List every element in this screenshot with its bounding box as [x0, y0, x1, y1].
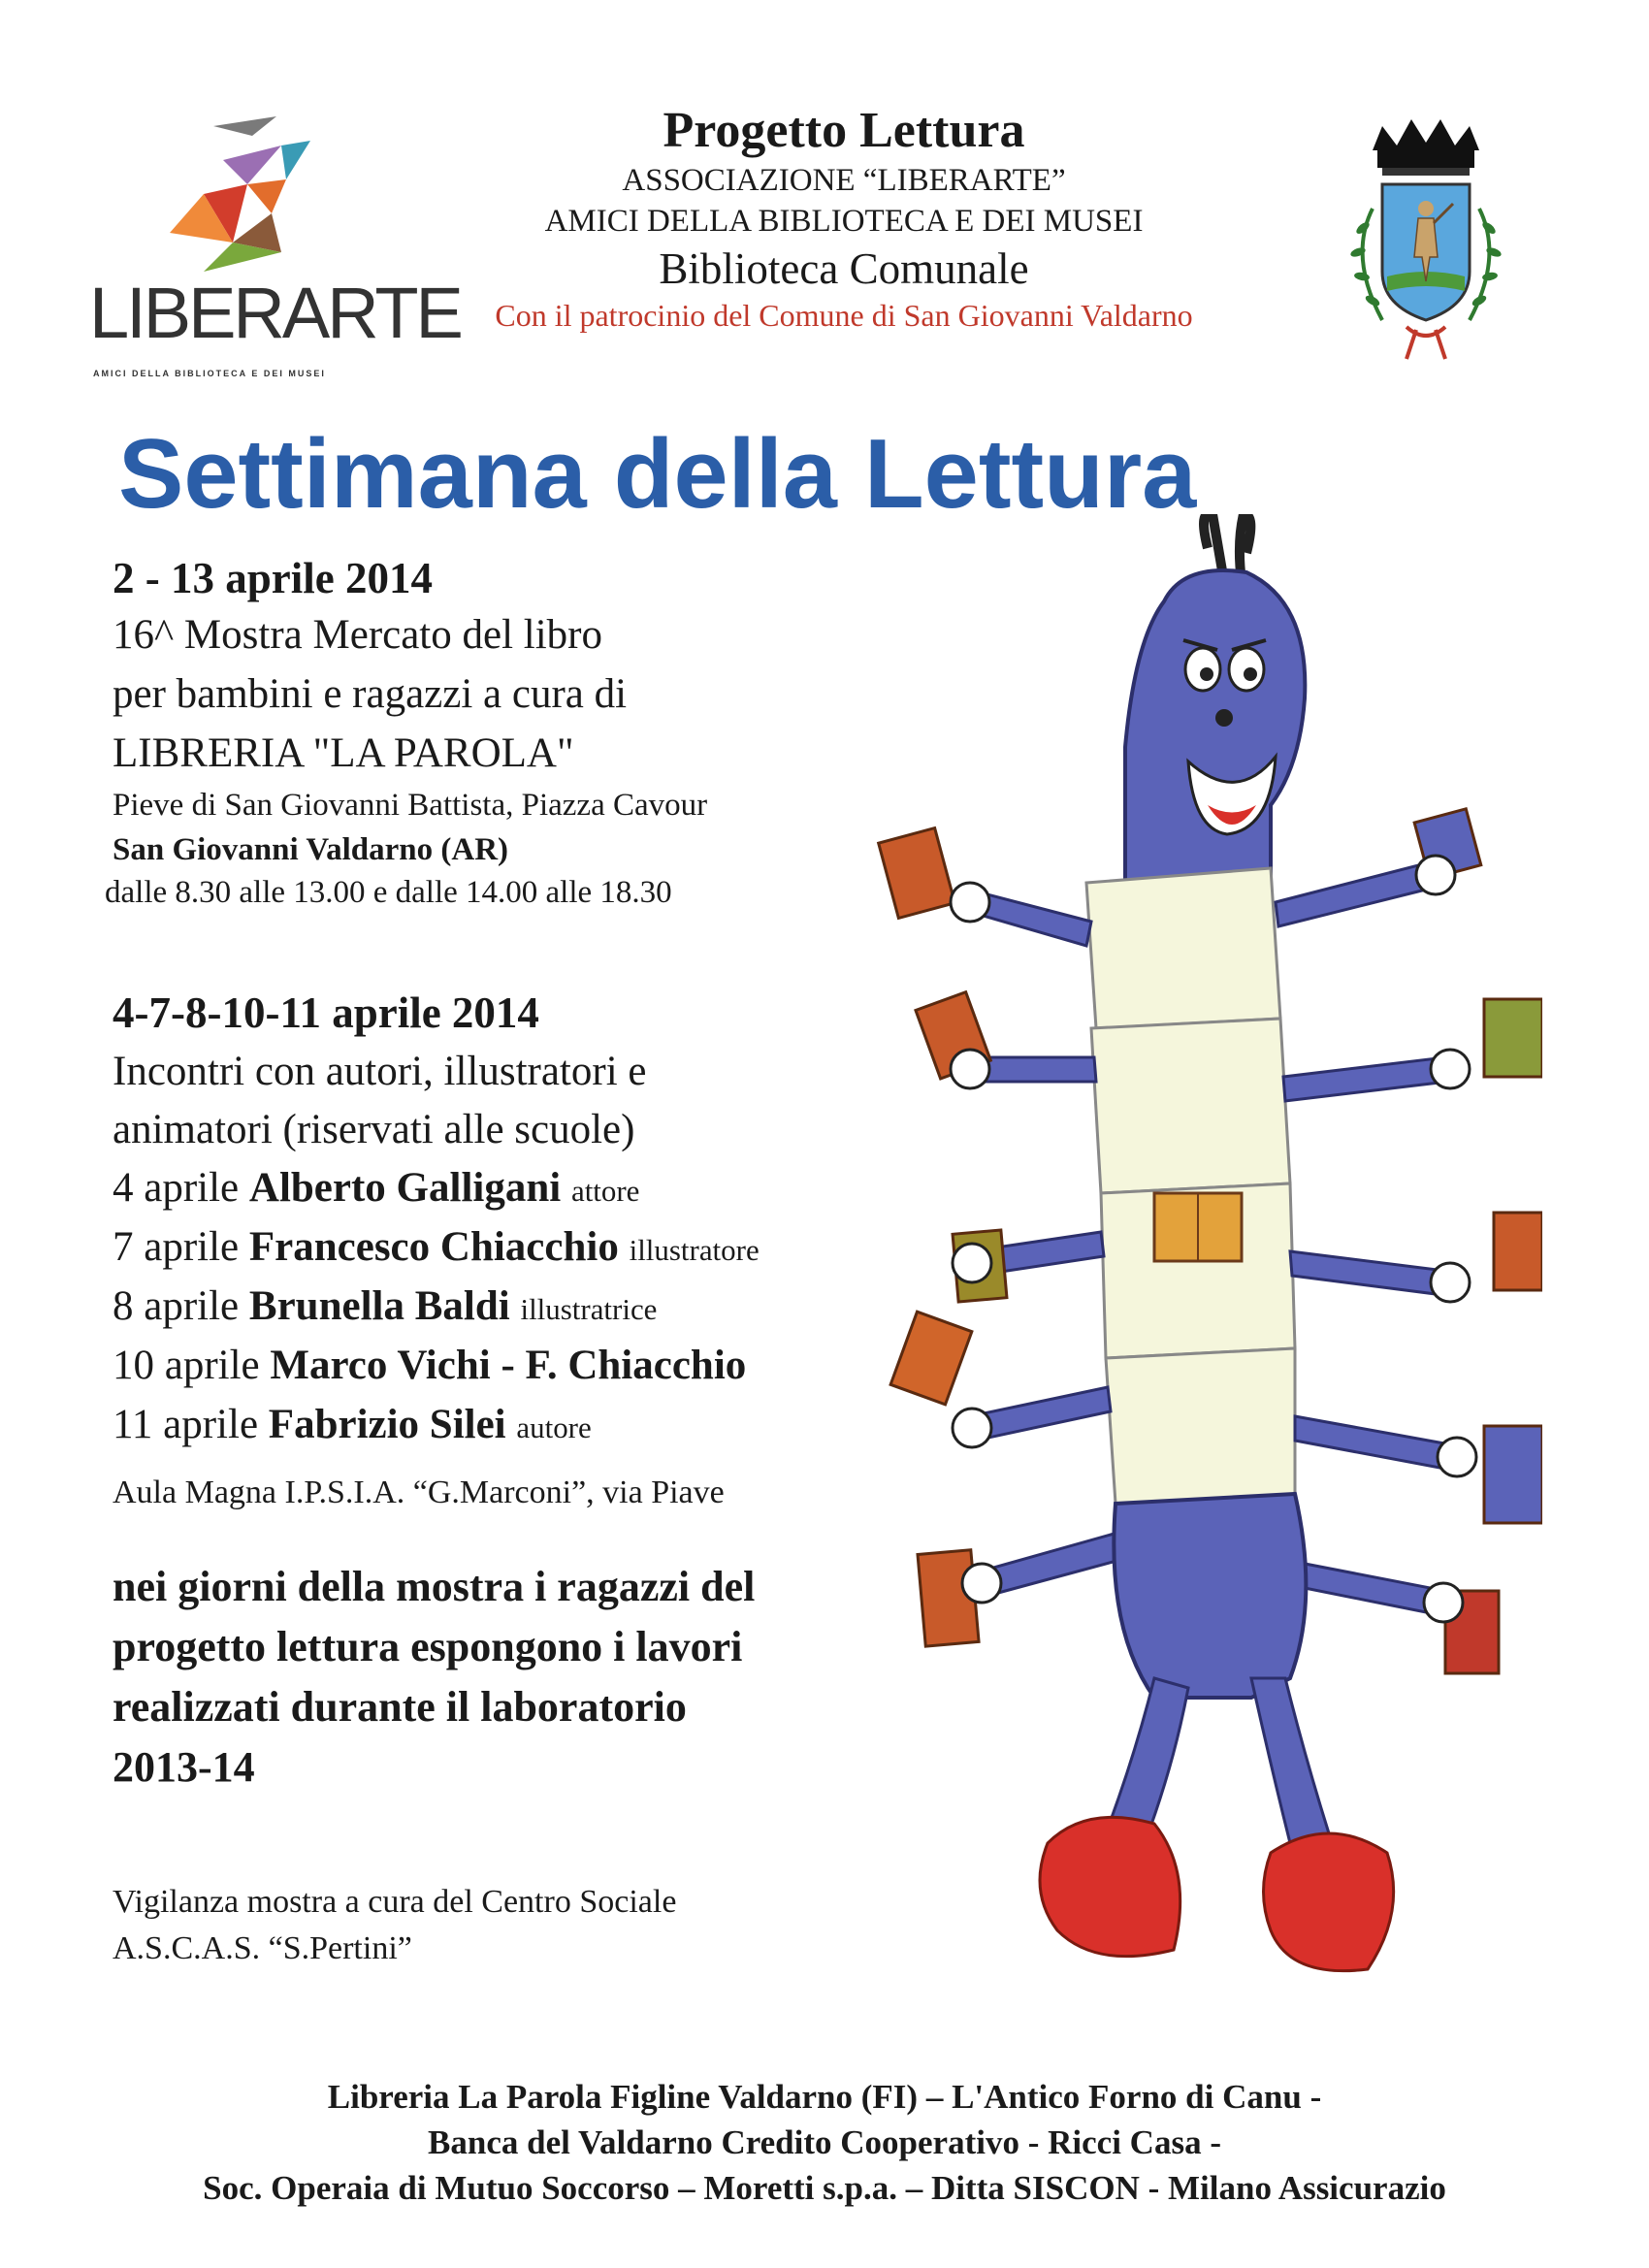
sponsors-footer — [97, 2074, 1552, 2211]
event-role: autore — [516, 1410, 592, 1444]
section1-line2: per bambini e ragazzi a cura di — [113, 671, 628, 717]
event-day: 4 aprile — [113, 1165, 240, 1211]
section1-city: San Giovanni Valdarno (AR) — [113, 832, 509, 867]
event-name: Francesco Chiacchio — [248, 1224, 619, 1270]
event-role: attore — [570, 1174, 640, 1208]
section2-dates: 4-7-8-10-11 aprile 2014 — [113, 988, 539, 1037]
event-day: 7 aprile — [113, 1224, 240, 1270]
section3-line2: progetto lettura espongono i lavori — [113, 1623, 743, 1670]
bookworm-mascot-icon — [863, 514, 1542, 2008]
section3-line1: nei giorni della mostra i ragazzi del — [113, 1563, 756, 1610]
section2-venue: Aula Magna I.P.S.I.A. “G.Marconi”, via Piave — [113, 1474, 725, 1510]
vigilanza-line1: Vigilanza mostra a cura del Centro Sociale — [113, 1884, 677, 1920]
event-role: illustratrice — [520, 1292, 658, 1326]
section2-line1: Incontri con autori, illustratori e — [113, 1049, 647, 1094]
header — [407, 102, 1280, 335]
header-library: Biblioteca Comunale — [659, 244, 1029, 293]
header-patronage: Con il patrocinio del Comune di San Giovanni Valdarno — [495, 298, 1193, 333]
section1-venue: Pieve di San Giovanni Battista, Piazza Cavour — [113, 788, 708, 823]
section3-line4: 2013-14 — [113, 1743, 255, 1791]
main-title: Settimana della Lettura — [118, 420, 1197, 529]
logo-tagline: AMICI DELLA BIBLIOTECA E DEI MUSEI — [93, 369, 326, 378]
event-day: 11 aprile — [113, 1402, 259, 1447]
logo-wordmark: LIBERARTE — [89, 273, 461, 353]
event-row — [113, 1401, 592, 1448]
header-association: ASSOCIAZIONE “LIBERARTE” — [622, 163, 1066, 198]
header-friends: AMICI DELLA BIBLIOTECA E DEI MUSEI — [544, 204, 1144, 239]
event-name: Brunella Baldi — [248, 1283, 510, 1329]
sponsors-line1: Libreria La Parola Figline Valdarno (FI) – L'Antico Forno di Canu - — [327, 2078, 1322, 2116]
event-name: Alberto Galligani — [248, 1165, 562, 1211]
sponsors-line3: Soc. Operaia di Mutuo Soccorso – Moretti s.p.a. – Ditta SISCON - Milano Assicurazio — [203, 2169, 1446, 2207]
event-row — [113, 1164, 639, 1212]
header-title: Progetto Lettura — [663, 103, 1025, 158]
section1-hours: dalle 8.30 alle 13.00 e dalle 14.00 alle 18.30 — [105, 875, 672, 910]
section2-line2: animatori (riservati alle scuole) — [113, 1107, 635, 1152]
event-row — [113, 1223, 760, 1271]
event-day: 10 aprile — [113, 1343, 260, 1388]
section1-line3: LIBRERIA "LA PAROLA" — [113, 730, 574, 776]
event-row — [113, 1342, 746, 1389]
section3-line3: realizzati durante il laboratorio — [113, 1683, 687, 1731]
section1-line1: 16^ Mostra Mercato del libro — [113, 612, 602, 658]
vigilanza-line2: A.S.C.A.S. “S.Pertini” — [113, 1930, 412, 1966]
event-row — [113, 1282, 657, 1330]
event-name: Fabrizio Silei — [268, 1402, 506, 1447]
event-name: Marco Vichi - F. Chiacchio — [270, 1343, 747, 1388]
event-day: 8 aprile — [113, 1283, 240, 1329]
event-role: illustratore — [629, 1233, 760, 1267]
city-crest-icon — [1329, 112, 1523, 373]
section1-dates: 2 - 13 aprile 2014 — [113, 554, 433, 602]
sponsors-line2: Banca del Valdarno Credito Cooperativo - Ricci Casa - — [428, 2123, 1221, 2161]
